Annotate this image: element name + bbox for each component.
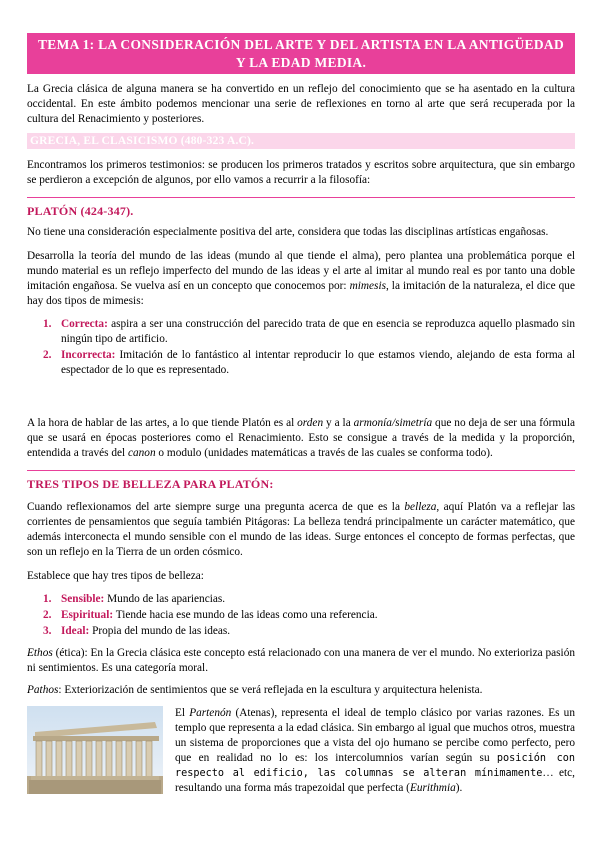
document-page [27, 33, 575, 796]
platon-paragraph-1: No tiene una consideración especialmente positiva del arte, considera que todas las disciplinas artísticas engañosas. [27, 226, 549, 238]
belleza-list [27, 592, 575, 639]
parthenon-photo [27, 706, 163, 794]
heading-belleza: TRES TIPOS DE BELLEZA PARA PLATÓN: [27, 477, 274, 491]
partenon-text [175, 706, 575, 796]
belleza-paragraph-1: Cuando reflexionamos del arte siempre surge una pregunta acerca de que es la belleza, aquí Platón va a reflejar las corrientes de pensamientos que seguía también Pitágoras: La belleza tendrá principalmente un carácter matemático, que además interconecta el mundo sensible con el mundo de las ideas. Surge entonces el concepto de formas perfectas, que son un reflejo en la Tierra de un orden cósmico. [27, 501, 576, 558]
list-item: 3. Ideal: Propia del mundo de las ideas. [43, 625, 231, 637]
document-title: TEMA 1: LA CONSIDERACIÓN DEL ARTE Y DEL ARTISTA EN LA ANTIGÜEDAD Y LA EDAD MEDIA. [27, 33, 575, 74]
mimesis-list [27, 317, 575, 378]
term-mimesis: mimesis [349, 280, 386, 292]
divider [27, 470, 575, 471]
list-item: 2. Incorrecta: Imitación de lo fantástico al intentar reproducir lo que estamos viendo, alejando de esta forma al espectador de lo que es representado. [43, 349, 575, 376]
platon-paragraph-2: Desarrolla la teoría del mundo de las ideas (mundo al que tiende el alma), pero plantea una problemática porque el mundo material es un reflejo imperfecto del mundo de las ideas y el arte al imitar al mundo real es por tanto una doble imitación engañosa. Se vuelva así en un concepto que conocemos por: mimesis, la imitación de la naturaleza, el dice que hay dos tipos de mimesis: [27, 250, 575, 307]
platon-paragraph-3: A la hora de hablar de las artes, a lo que tiende Platón es al orden y a la armonía/simetría que no deja de ser una fórmula que se usará en épocas posteriores como el Renacimiento. Esto se consigue a través de la medida y la proporción, entendida a través del canon o modulo (unidades matemáticas a través de las cuales se conforma todo). [27, 417, 575, 459]
section-heading-grecia: GRECIA, EL CLASICISMO (480-323 A.C). [27, 133, 575, 149]
pathos-paragraph: Pathos: Exteriorización de sentimientos que se verá reflejada en la escultura y arquitectura helenista. [27, 684, 483, 696]
list-item: 2. Espiritual: Tiende hacia ese mundo de las ideas como una referencia. [43, 609, 378, 621]
list-item: 1. Correcta: aspira a ser una construcción del parecido trata de que en esencia se reproduzca aquello plasmado sin ningún tipo de artificio. [43, 318, 575, 345]
intro-paragraph: La Grecia clásica de alguna manera se ha convertido en un reflejo del conocimiento que se ha asentado en la cultura occidental. En este ámbito podemos mencionar una serie de reflexiones en torno al arte que será recuperada por la cultura del Renacimiento y posteriores. [27, 83, 575, 125]
partenon-block [27, 706, 575, 796]
divider [27, 197, 575, 198]
section-grecia-paragraph: Encontramos los primeros testimonios: se producen los primeros tratados y escritos sobre arquitectura, que sin embargo se perdieron a excepción de algunos, por ello vamos a recurrir a la filosofía: [27, 159, 575, 186]
ethos-paragraph: Ethos (ética): En la Grecia clásica este concepto está relacionado con una manera de ver el mundo. No exterioriza pasión ni sentimientos. Es una categoría moral. [27, 647, 575, 674]
heading-platon: PLATÓN (424-347). [27, 204, 134, 218]
list-item: 1. Sensible: Mundo de las apariencias. [43, 593, 226, 605]
belleza-paragraph-2: Establece que hay tres tipos de belleza: [27, 570, 204, 582]
partenon-paragraph: El Partenón (Atenas), representa el ideal de templo clásico por varias razones. Es un templo que representa a la edad clásica. Sin embargo al igual que muchos otros, muestra un sistema de proporciones que a vista del ojo humano se percibe como perfecto, pero que en realidad no lo es: los intercolumnios varían según su posición con respecto al edificio, las columnas se alteran mínimamente… etc, resultando una forma más trapezoidal que perfecta (Eurithmia). [175, 707, 575, 794]
